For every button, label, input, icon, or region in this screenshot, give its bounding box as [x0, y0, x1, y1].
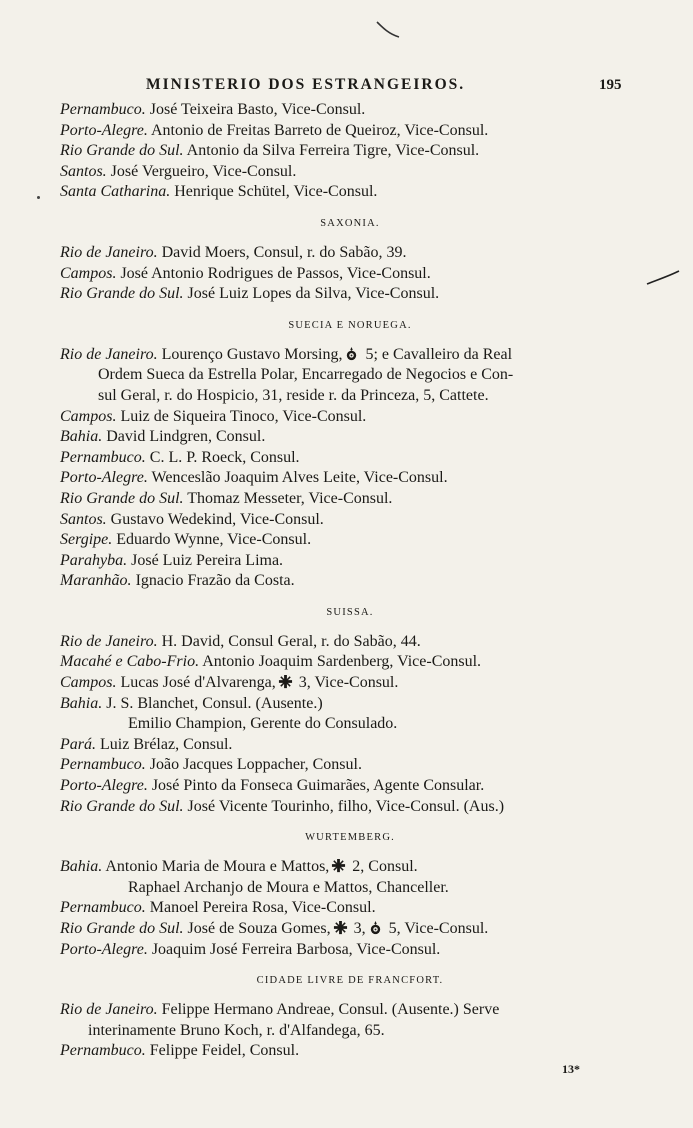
entry-text: Wenceslão Joaquim Alves Leite, Vice-Consul. [147, 469, 448, 487]
entry-text: Henrique Schütel, Vice-Consul. [170, 183, 378, 201]
entry-text: David Moers, Consul, r. do Sabão, 39. [157, 243, 407, 261]
place-name: Campos. [60, 407, 117, 425]
place-name: Rio Grande do Sul. [60, 489, 184, 507]
entry-text: J. S. Blanchet, Consul. (Ausente.) [102, 694, 323, 712]
entry-line [60, 1041, 640, 1062]
entry-text: Felippe Feidel, Consul. [145, 1042, 300, 1060]
page-title: MINISTERIO DOS ESTRANGEIROS. [146, 76, 466, 93]
place-name: Pará. [60, 735, 96, 753]
entry-line [60, 530, 640, 551]
place-name: Porto-Alegre. [60, 469, 148, 487]
place-name: Porto-Alegre. [60, 121, 148, 139]
entry-line [60, 345, 640, 366]
signature-mark: 13* [562, 1062, 580, 1076]
entry-line [60, 468, 640, 489]
section-heading: WURTEMBERG. [305, 832, 395, 844]
entry-text: Luiz Brélaz, Consul. [96, 735, 233, 753]
entry-line [60, 1000, 640, 1021]
place-name: Rio Grande do Sul. [60, 920, 184, 937]
entry-line [60, 940, 640, 961]
entry-text: C. L. P. Roeck, Consul. [145, 448, 300, 466]
place-name: Rio de Janeiro. [60, 345, 158, 363]
entry-text: Ignacio Frazão da Costa. [131, 572, 295, 590]
entry-line [60, 448, 640, 469]
place-name: Pernambuco. [60, 899, 146, 917]
place-name: Bahia. [60, 694, 103, 712]
place-name: Santos. [60, 162, 107, 180]
place-name: Rio Grande do Sul. [60, 285, 184, 303]
entry-line [60, 284, 640, 305]
place-name: Santos. [60, 510, 107, 528]
entry-text: H. David, Consul Geral, r. do Sabão, 44. [157, 632, 421, 650]
place-name: Pernambuco. [60, 448, 146, 466]
cross-order-icon [278, 674, 293, 689]
entry-line [60, 632, 640, 653]
entry-line [60, 673, 640, 694]
entry-line [60, 797, 640, 818]
place-name: Sergipe. [60, 531, 113, 549]
entry-line [60, 857, 640, 878]
entry-text: 2, Consul. [348, 858, 418, 876]
entry-line [60, 510, 640, 531]
place-name: Parahyba. [60, 551, 128, 569]
entry-text: José de Souza Gomes, [183, 920, 331, 937]
entry-text: José Antonio Rodrigues de Passos, Vice-Consul. [116, 264, 431, 282]
entry-line [60, 162, 640, 183]
rose-order-icon [344, 346, 359, 361]
place-name: Rio Grande do Sul. [60, 797, 184, 815]
entry-line [60, 776, 640, 797]
place-name: Pernambuco. [60, 756, 146, 774]
section-heading: SUECIA E NORUEGA. [288, 319, 412, 331]
entry-continuation: Raphael Archanjo de Moura e Mattos, Chanceller. [128, 878, 449, 896]
place-name: Porto-Alegre. [60, 940, 148, 958]
running-head [0, 76, 693, 98]
entry-text: 3, [349, 920, 366, 937]
page-number: 195 [599, 77, 622, 93]
cross-order-icon [333, 920, 348, 935]
entry-text: José Luiz Lopes da Silva, Vice-Consul. [183, 285, 440, 303]
entry-line [60, 755, 640, 776]
entry-text: Manoel Pereira Rosa, Vice-Consul. [145, 899, 376, 917]
place-name: Campos. [60, 674, 117, 692]
entry-continuation: sul Geral, r. do Hospicio, 31, reside r. da Princeza, 5, Cattete. [98, 386, 489, 404]
entry-continuation: interinamente Bruno Koch, r. d'Alfandega, 65. [88, 1021, 385, 1039]
place-name: Rio Grande do Sul. [60, 142, 184, 160]
entry-line [60, 100, 640, 121]
entry-text: Felippe Hermano Andreae, Consul. (Ausente.) Serve [157, 1001, 500, 1019]
place-name: Pernambuco. [60, 1042, 146, 1060]
entry-text: José Pinto da Fonseca Guimarães, Agente Consular. [147, 777, 485, 795]
place-name: Bahia. [60, 858, 103, 876]
entry-line [60, 182, 640, 203]
section-heading: SUISSA. [326, 606, 374, 618]
margin-pen-mark [645, 268, 681, 288]
entry-line [60, 898, 640, 919]
entry-text: 3, Vice-Consul. [294, 674, 399, 692]
entry-text: Lucas José d'Alvarenga, [116, 674, 276, 692]
place-name: Porto-Alegre. [60, 777, 148, 795]
entry-text: Thomaz Messeter, Vice-Consul. [183, 489, 393, 507]
entry-text: Eduardo Wynne, Vice-Consul. [112, 531, 312, 549]
entry-line [60, 489, 640, 510]
entry-text: João Jacques Loppacher, Consul. [145, 756, 362, 774]
entry-text: Gustavo Wedekind, Vice-Consul. [106, 510, 324, 528]
ink-stroke-mark [375, 18, 401, 40]
entry-line [60, 694, 640, 715]
rose-order-icon [368, 920, 383, 935]
entry-text: José Teixeira Basto, Vice-Consul. [145, 101, 366, 118]
entry-line [60, 551, 640, 572]
place-name: Campos. [60, 264, 117, 282]
entry-text: 5, Vice-Consul. [384, 920, 489, 937]
entry-line [60, 121, 640, 142]
entry-text: José Vicente Tourinho, filho, Vice-Consul. (Aus.) [183, 797, 505, 815]
entry-line [60, 919, 640, 940]
entry-text: 5; e Cavalleiro da Real [361, 345, 513, 363]
entry-text: Luiz de Siqueira Tinoco, Vice-Consul. [116, 407, 367, 425]
page-body [60, 100, 640, 1062]
place-name: Maranhão. [60, 572, 132, 590]
entry-text: José Vergueiro, Vice-Consul. [106, 162, 297, 180]
section-heading: CIDADE LIVRE DE FRANCFORT. [256, 975, 444, 987]
entry-text: Lourenço Gustavo Morsing, [157, 345, 343, 363]
entry-text: David Lindgren, Consul. [102, 428, 266, 446]
section-heading: SAXONIA. [320, 217, 380, 229]
entry-continuation: Emilio Champion, Gerente do Consulado. [128, 715, 398, 733]
place-name: Santa Catharina. [60, 183, 171, 201]
entry-text: Antonio da Silva Ferreira Tigre, Vice-Consul. [183, 142, 480, 160]
place-name: Rio de Janeiro. [60, 632, 158, 650]
entry-text: Antonio de Freitas Barreto de Queiroz, Vice-Consul. [147, 121, 489, 139]
entry-line [60, 735, 640, 756]
entry-continuation: Ordem Sueca da Estrella Polar, Encarregado de Negocios e Con- [98, 366, 514, 384]
place-name: Bahia. [60, 428, 103, 446]
entry-line [60, 141, 640, 162]
place-name: Macahé e Cabo-Frio. [60, 653, 200, 671]
entry-line [60, 243, 640, 264]
place-name: Rio de Janeiro. [60, 1001, 158, 1019]
entry-text: Antonio Maria de Moura e Mattos, [102, 858, 330, 876]
entry-line [60, 571, 640, 592]
entry-text: Antonio Joaquim Sardenberg, Vice-Consul. [199, 653, 482, 671]
margin-dot [37, 196, 40, 199]
cross-order-icon [331, 858, 346, 873]
entry-line [60, 427, 640, 448]
place-name: Pernambuco. [60, 101, 146, 118]
entry-line [60, 264, 640, 285]
place-name: Rio de Janeiro. [60, 243, 158, 261]
entry-line [60, 407, 640, 428]
entry-text: José Luiz Pereira Lima. [127, 551, 284, 569]
entry-line [60, 652, 640, 673]
entry-text: Joaquim José Ferreira Barbosa, Vice-Consul. [147, 940, 441, 958]
